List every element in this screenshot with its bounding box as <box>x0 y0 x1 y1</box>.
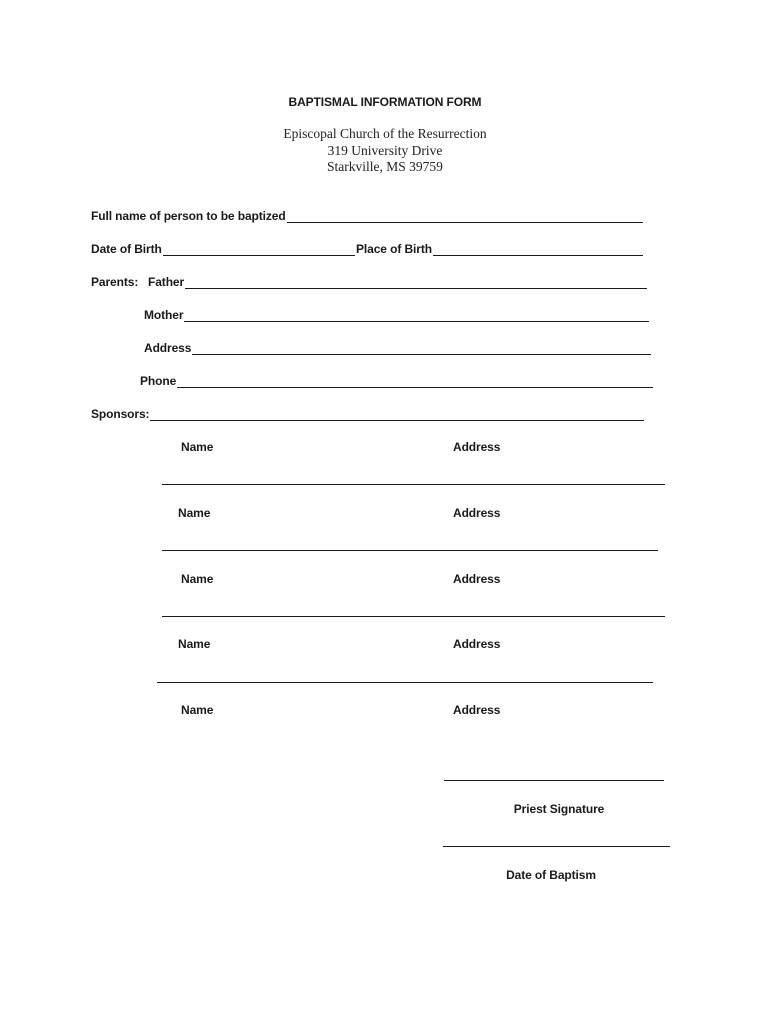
sponsor-3-address-label: Address <box>453 572 501 586</box>
sponsor-1-line[interactable] <box>162 484 665 485</box>
form-title: BAPTISMAL INFORMATION FORM <box>288 95 482 109</box>
date-of-baptism-line[interactable] <box>443 846 670 847</box>
place-of-birth-blank[interactable] <box>433 243 643 256</box>
sponsors-label: Sponsors: <box>91 407 150 421</box>
date-of-baptism-label: Date of Baptism <box>506 868 596 882</box>
father-field[interactable] <box>148 275 647 289</box>
sponsor-1-name-label: Name <box>181 440 214 454</box>
sponsor-5-name-label: Name <box>181 703 214 717</box>
phone-field[interactable] <box>140 374 653 388</box>
sponsors-blank[interactable] <box>150 408 644 421</box>
sponsor-3-name-label: Name <box>181 572 214 586</box>
sponsors-field[interactable] <box>91 407 644 421</box>
place-of-birth-label: Place of Birth <box>356 242 432 256</box>
date-of-birth-label: Date of Birth <box>91 242 162 256</box>
sponsor-1-address-label: Address <box>453 440 501 454</box>
father-label: Father <box>148 275 185 289</box>
church-city-state-zip: Starkville, MS 39759 <box>327 159 443 174</box>
address-label: Address <box>144 341 192 355</box>
full-name-label: Full name of person to be baptized <box>91 209 286 223</box>
father-blank[interactable] <box>185 276 647 289</box>
church-street: 319 University Drive <box>327 143 443 158</box>
date-of-birth-blank[interactable] <box>163 243 355 256</box>
date-of-birth-field[interactable] <box>91 242 355 256</box>
address-field[interactable] <box>144 341 651 355</box>
phone-label: Phone <box>140 374 177 388</box>
sponsor-5-address-label: Address <box>453 703 501 717</box>
sponsor-3-line[interactable] <box>162 616 665 617</box>
sponsor-4-name-label: Name <box>178 637 211 651</box>
full-name-field[interactable] <box>91 209 643 223</box>
full-name-blank[interactable] <box>287 210 643 223</box>
sponsor-4-line[interactable] <box>157 682 653 683</box>
mother-blank[interactable] <box>184 309 649 322</box>
mother-field[interactable] <box>144 308 649 322</box>
sponsor-2-name-label: Name <box>178 506 211 520</box>
sponsor-4-address-label: Address <box>453 637 501 651</box>
sponsor-2-address-label: Address <box>453 506 501 520</box>
church-name: Episcopal Church of the Resurrection <box>283 126 487 141</box>
address-blank[interactable] <box>192 342 651 355</box>
place-of-birth-field[interactable] <box>356 242 643 256</box>
parents-label: Parents: <box>91 275 139 289</box>
priest-signature-label: Priest Signature <box>513 802 605 816</box>
mother-label: Mother <box>144 308 184 322</box>
sponsor-2-line[interactable] <box>162 550 658 551</box>
phone-blank[interactable] <box>177 375 653 388</box>
priest-signature-line[interactable] <box>444 780 664 781</box>
